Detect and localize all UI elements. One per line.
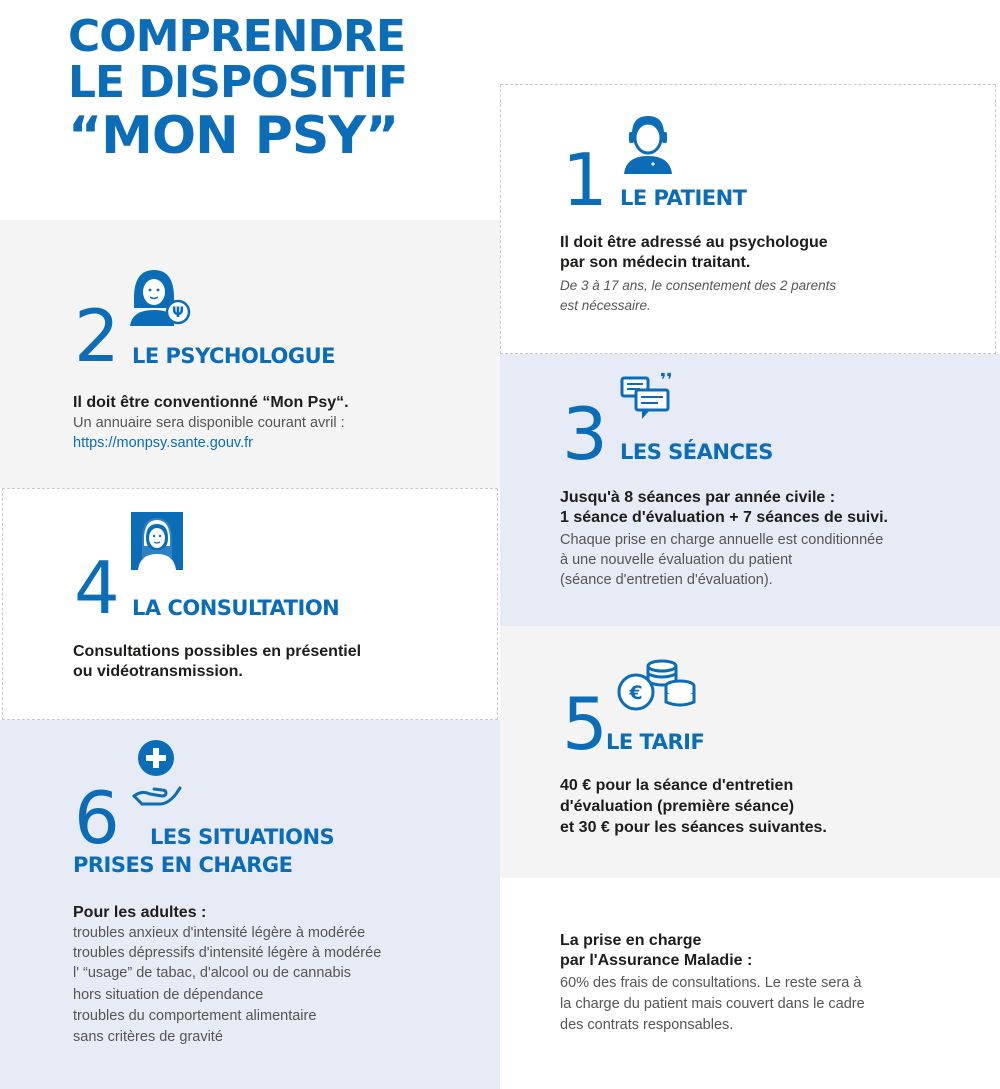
- sessions-number: 3: [562, 392, 608, 476]
- psychologist-text: Un annuaire sera disponible courant avril :: [73, 415, 345, 431]
- situations-item-1: troubles anxieux d'intensité légère à modérée: [73, 925, 366, 941]
- coverage-text-1: 60% des frais de consultations. Le reste sera à: [560, 975, 862, 991]
- tarif-bold-2: d'évaluation (première séance): [560, 798, 795, 815]
- svg-text:❜❜: ❜❜: [660, 372, 673, 391]
- consultation-bold-1: Consultations possibles en présentiel: [73, 643, 362, 660]
- title-line-1: COMPRENDRE: [68, 11, 405, 62]
- coverage-bold-2: par l'Assurance Maladie :: [560, 952, 753, 969]
- situations-bold: Pour les adultes :: [73, 904, 207, 921]
- speech-bubbles-icon: [620, 372, 676, 424]
- situations-item-6: sans critères de gravité: [73, 1029, 223, 1045]
- tarif-bold-1: 40 € pour la séance d'entretien: [560, 777, 794, 794]
- page-title: [68, 11, 488, 166]
- situations-item-2: troubles dépressifs d'intensité légère à modérée: [73, 945, 382, 961]
- consultation-number: 4: [74, 546, 120, 630]
- coverage-text-2: la charge du patient mais couvert dans le cadre: [560, 996, 865, 1012]
- patient-heading: LE PATIENT: [620, 186, 747, 210]
- patient-note-2: est nécessaire.: [560, 298, 651, 313]
- sessions-text-1: Chaque prise en charge annuelle est conditionnée: [560, 532, 884, 548]
- video-consultation-icon: [130, 506, 184, 572]
- patient-icon: [622, 112, 674, 174]
- consultation-heading: LA CONSULTATION: [132, 596, 340, 620]
- sessions-text-3: (séance d'entretien d'évaluation).: [560, 572, 773, 588]
- sessions-bold-1: Jusqu'à 8 séances par année civile :: [560, 489, 836, 506]
- coverage-text-3: des contrats responsables.: [560, 1017, 734, 1033]
- situations-heading-1: LES SITUATIONS: [150, 825, 335, 849]
- psychologist-number: 2: [74, 294, 120, 378]
- situations-item-5: troubles du comportement alimentaire: [73, 1008, 317, 1024]
- hand-plus-icon: [132, 738, 184, 808]
- sessions-text-2: à une nouvelle évaluation du patient: [560, 552, 793, 568]
- situations-heading-2: PRISES EN CHARGE: [73, 853, 293, 877]
- tarif-bold-3: et 30 € pour les séances suivantes.: [560, 819, 827, 836]
- patient-number: 1: [562, 138, 608, 222]
- patient-bold-1: Il doit être adressé au psychologue: [560, 234, 828, 251]
- svg-text:Ψ: Ψ: [172, 305, 184, 321]
- consultation-bold-2: ou vidéotransmission.: [73, 663, 243, 680]
- sessions-bold-2: 1 séance d'évaluation + 7 séances de suivi.: [560, 509, 888, 526]
- patient-note-1: De 3 à 17 ans, le consentement des 2 parents: [560, 278, 837, 293]
- situations-item-3: l' “usage” de tabac, d'alcool ou de cannabis: [73, 965, 351, 981]
- euro-coins-icon: [616, 658, 698, 714]
- psychologist-link[interactable]: https://monpsy.sante.gouv.fr: [73, 435, 253, 451]
- psychologist-heading: LE PSYCHOLOGUE: [132, 344, 335, 368]
- patient-bold-2: par son médecin traitant.: [560, 254, 751, 271]
- situations-item-4: hors situation de dépendance: [73, 987, 264, 1003]
- tarif-number: 5: [562, 682, 608, 766]
- psychologist-icon: [130, 268, 192, 326]
- psychologist-bold: Il doit être conventionné “Mon Psy“.: [73, 394, 349, 411]
- sessions-heading: LES SÉANCES: [620, 440, 773, 464]
- svg-text:€: €: [629, 682, 643, 704]
- coverage-bold-1: La prise en charge: [560, 932, 702, 949]
- tarif-heading: LE TARIF: [606, 730, 705, 754]
- title-line-3: “MON PSY”: [68, 106, 399, 166]
- situations-number: 6: [74, 776, 120, 860]
- title-line-2: LE DISPOSITIF: [68, 57, 408, 108]
